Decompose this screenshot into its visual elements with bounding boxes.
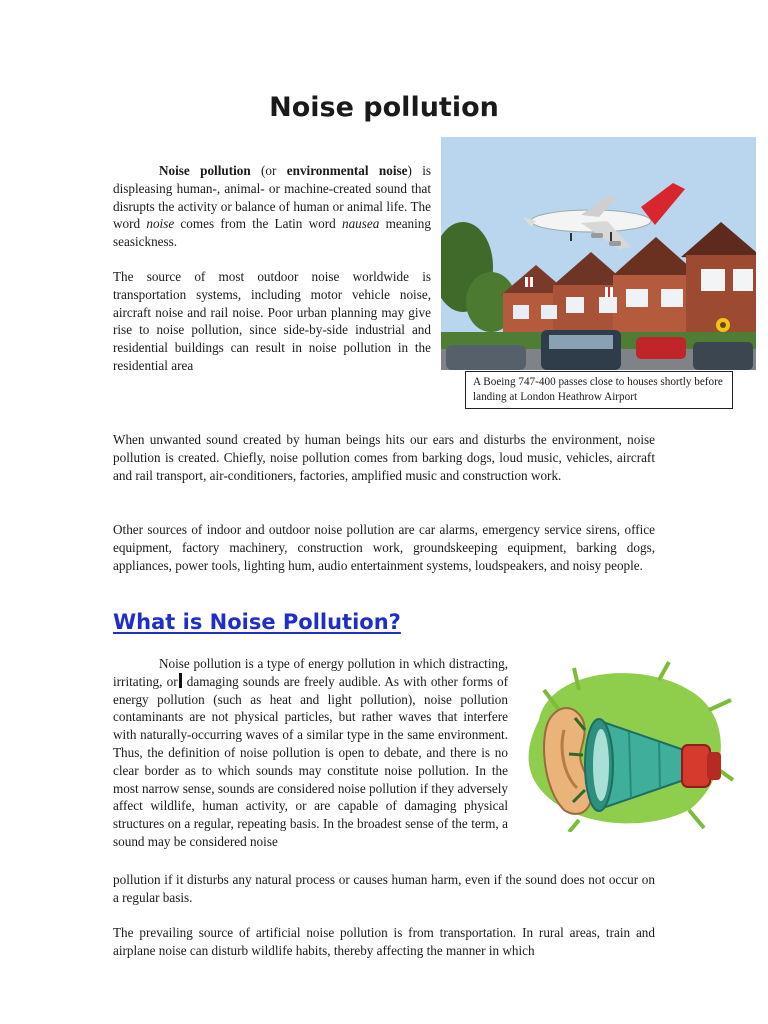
intro-text-c: comes from the Latin word <box>174 216 342 232</box>
sources-paragraph: The source of most outdoor noise worldwide is transportation systems, including motor vehicle noise, aircraft noise and rail noise. Poor urban planning may give rise to noise pollution, since side-by-side industrial and residential buildings can result in noise pollution in the residential area <box>113 268 431 373</box>
intro-text-a: (or <box>250 163 287 178</box>
other-sources-paragraph: Other sources of indoor and outdoor noise pollution are car alarms, emergency service sirens, office equipment, factory machinery, construction work, groundskeeping equipment, barking dogs, appliances, power tools, lighting hum, audio entertainment systems, loudspeakers, and noisy people. <box>113 522 655 573</box>
definition-text-b: damaging sounds are freely audible. As with other forms of energy pollution (such as heat and light pollution), noise pollution contaminants are not physical particles, but rather waves that interfere with naturally-occurring waves of a similar type in the same environment. Thus, the definition of noise pollution is open to debate, and there is no clear border as to which sounds may constitute noise pollution. In the most narrow sense, sounds are considered noise pollution if they adversely affect wildlife, human activity, or are capable of damaging physical structures on a regular, repeating basis. In the broadest sense of the term, a sound may be considered noise <box>113 673 508 849</box>
intro-column <box>113 162 431 375</box>
definition-column <box>113 655 508 851</box>
text-cursor-icon <box>179 673 182 688</box>
alt-term-bold: environmental noise <box>286 163 408 178</box>
term-bold: Noise pollution <box>159 163 251 178</box>
definition-text-a: Noise pollution is a type of energy pollution in which distracting, irritating, or <box>113 656 508 689</box>
definition-continued: pollution if it disturbs any natural process or causes human harm, even if the sound does not occur on a regular basis. <box>113 872 655 905</box>
page-title: Noise pollution <box>269 92 499 123</box>
unwanted-sound-paragraph: When unwanted sound created by human beings hits our ears and disturbs the environment, noise pollution is created. Chiefly, noise pollution comes from barking dogs, loud music, vehicles, aircraft and rail transport, air-conditioners, factories, amplified music and construction work. <box>113 432 655 483</box>
intro-text-b: ) is displeasing human-, animal- or machine-created sound that disrupts the activity or balance of human or animal life. The word <box>113 163 432 232</box>
transportation-paragraph: The prevailing source of artificial noise pollution is from transportation. In rural areas, train and airplane noise can disturb wildlife habits, thereby affecting the manner in which <box>113 925 655 958</box>
intro-text-d: meaning seasickness. <box>113 216 431 250</box>
word-nausea: nausea <box>341 216 380 232</box>
photo-caption: A Boeing 747-400 passes close to houses shortly before landing at London Heathrow Airport <box>465 371 733 409</box>
section-heading[interactable]: What is Noise Pollution? <box>113 610 401 634</box>
definition-paragraph <box>113 655 508 851</box>
word-noise: noise <box>146 216 175 232</box>
airplane-houses-photo <box>441 137 756 370</box>
megaphone-illustration <box>519 660 734 832</box>
megaphone-ear-icon <box>519 660 734 832</box>
photo-illustration <box>441 137 756 370</box>
intro-paragraph <box>113 162 431 251</box>
